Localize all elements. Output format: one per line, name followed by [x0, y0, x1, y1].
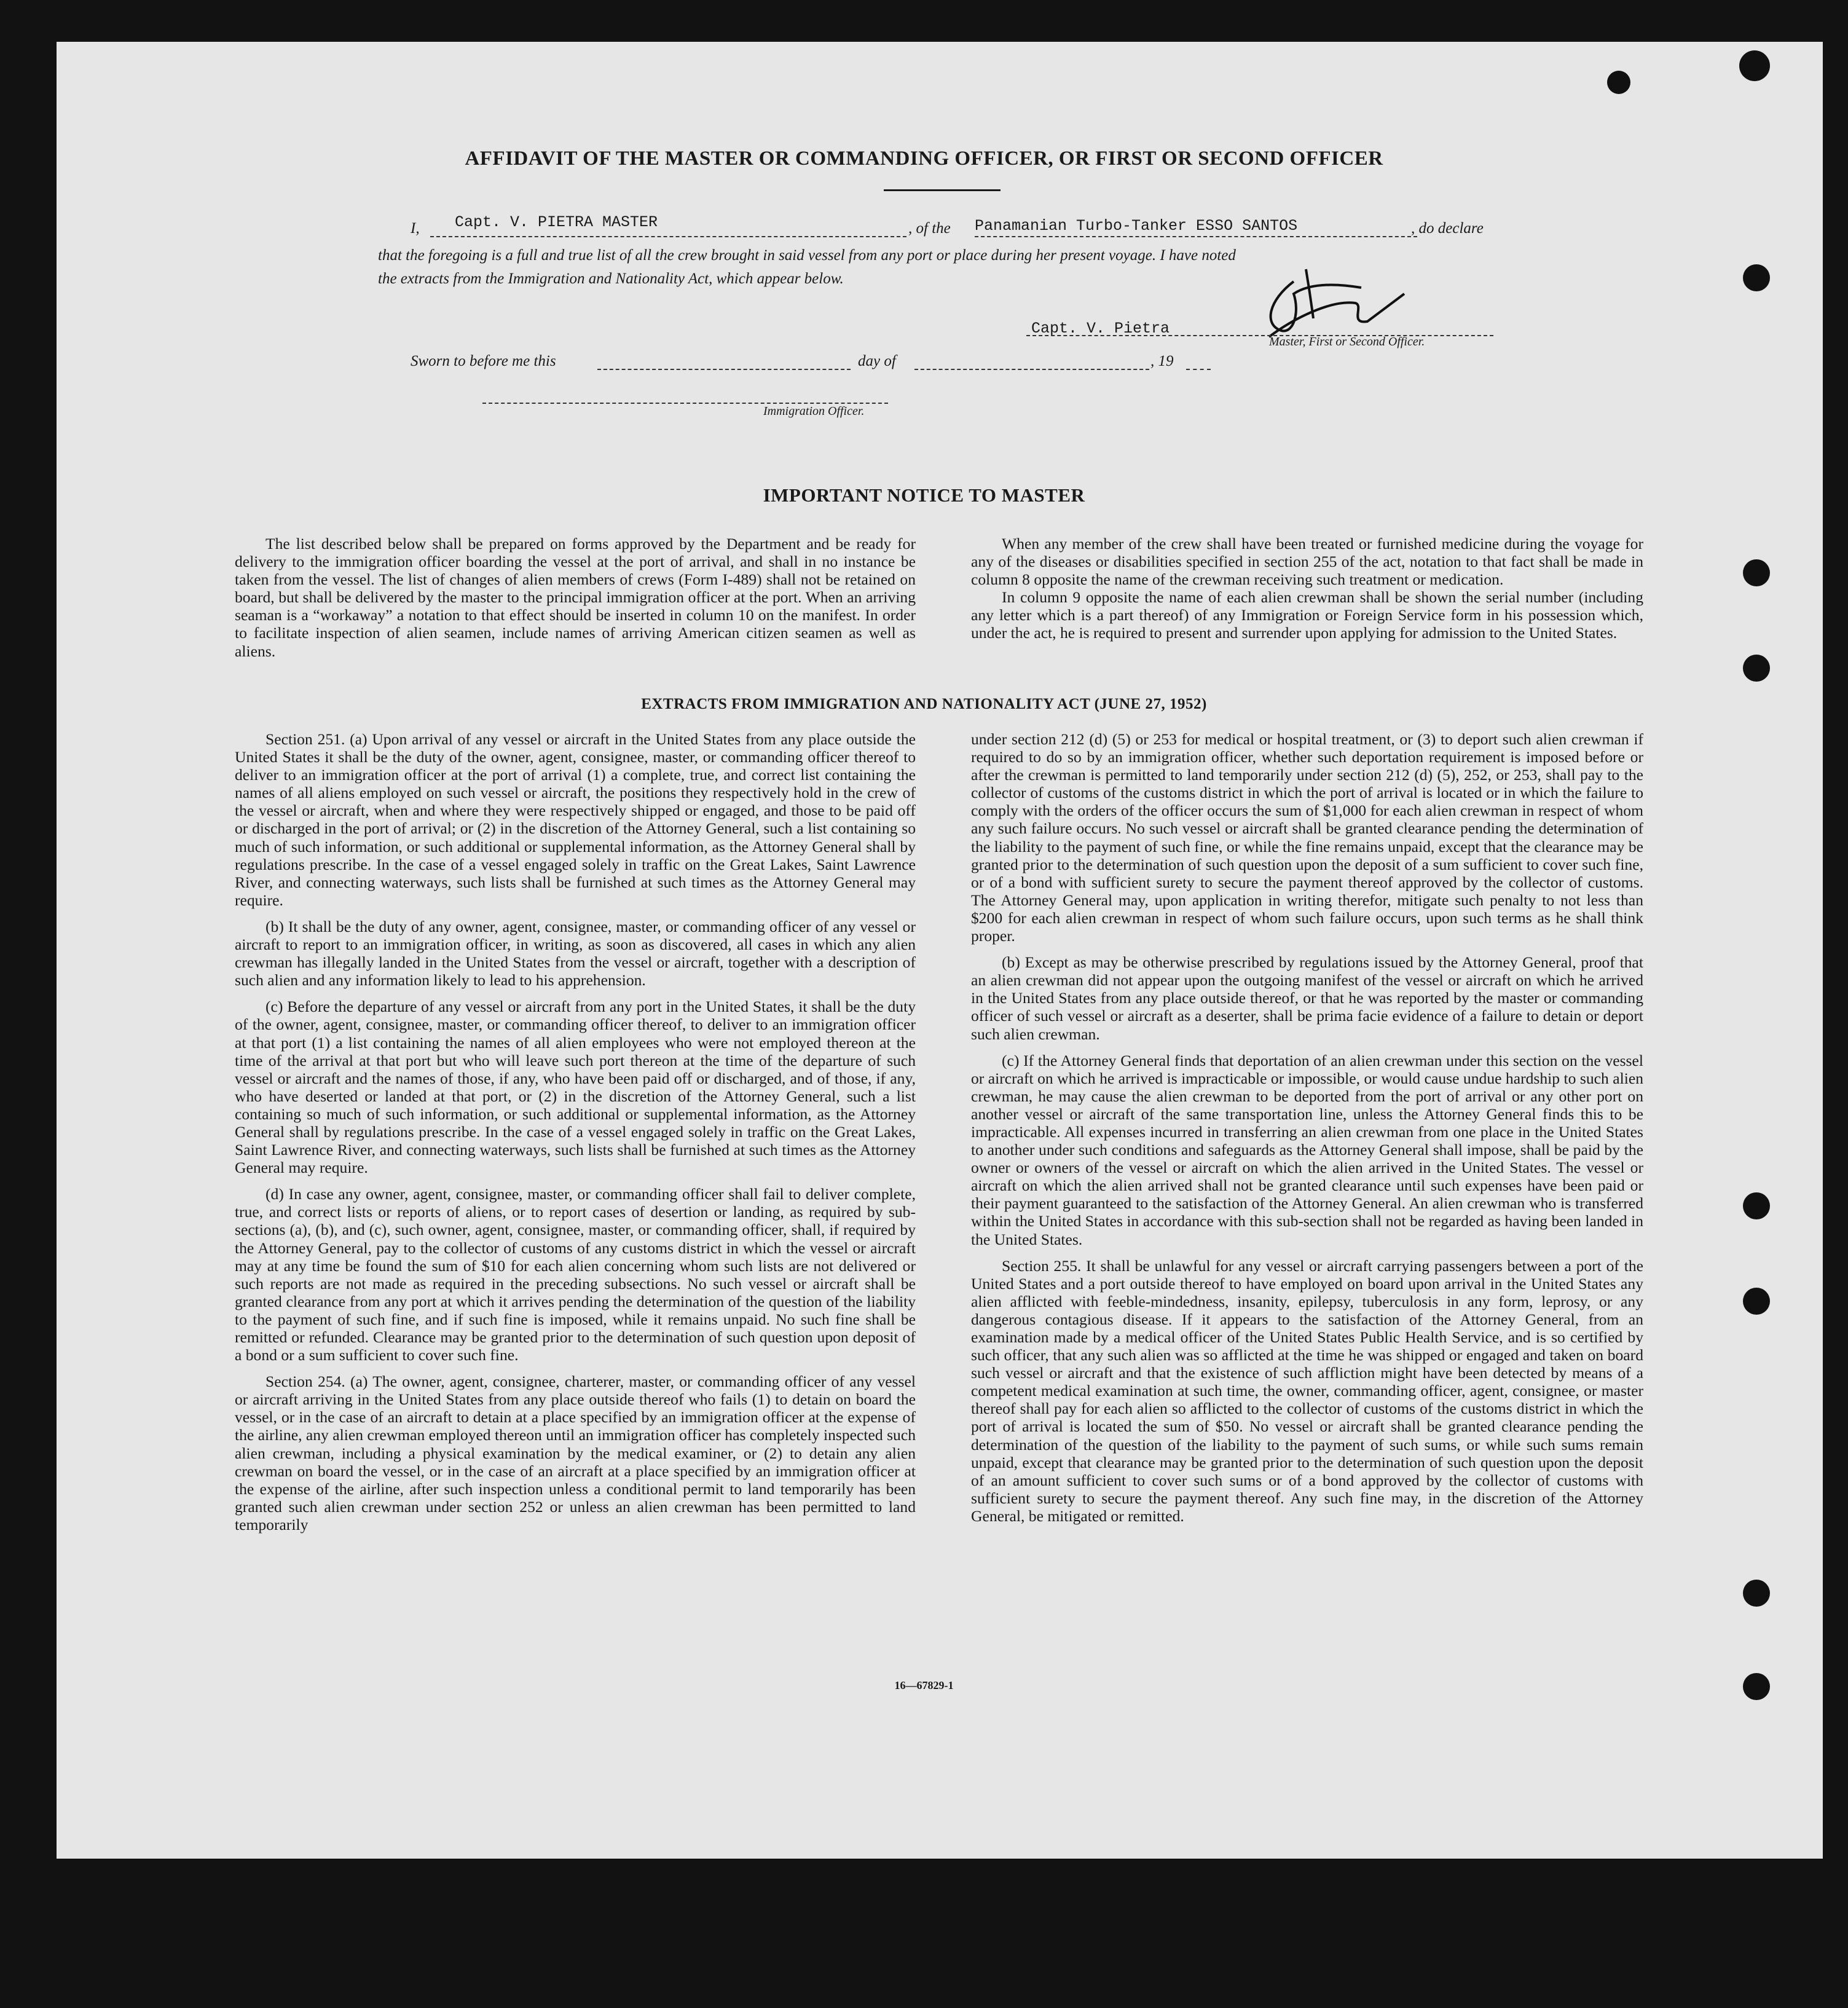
section-254-a-cont: under section 212 (d) (5) or 253 for medical or hospital treatment, or (3) to deport such alien crewman if required to do so by an immigration officer, whether such deportation requirement is imposed before or after the crewman is permitted to land temporarily under section 212 (d) (5), 252, or 253, shall pay to the collector of customs of the customs district in which the port of arrival is located or in which the failure to comply with the orders of the officer occurs the sum of $1,000 for each alien crewman in respect of whom any such failure occurs. No such vessel or aircraft shall be granted clearance pending the determination of the liability to the payment of such fine, or while the fine remains unpaid, except that the clearance may be granted prior to the determination of such question upon the deposit of a sum sufficient to cover such fine, or of a bond with sufficient surety to secure the payment thereof approved by the collector of customs. The Attorney General may, upon application in writing therefor, mitigate such penalty to not less than $200 for each alien crewman in respect of whom such failure occurs, upon such terms as he shall think proper.	[971, 730, 1643, 945]
vessel-name-line	[975, 236, 1417, 237]
do-declare-label: , do declare	[1411, 220, 1484, 237]
notice-title: IMPORTANT NOTICE TO MASTER	[763, 484, 1085, 506]
punch-hole	[1743, 559, 1770, 586]
extracts-right-column	[971, 730, 1643, 1525]
notice-right-column	[971, 535, 1643, 642]
section-251-a: Section 251. (a) Upon arrival of any vessel or aircraft in the United States from any place outside the United States it shall be the duty of the owner, agent, consignee, master, or commanding officer thereof to deliver to an immigration officer at the port of arrival (1) a complete, true, and correct list containing the names of all aliens employed on such vessel or aircraft, the positions they respectively hold in the crew of the vessel or aircraft, when and where they were respectively shipped or engaged, and those to be paid off or discharged in the port of arrival; or (2) in the discretion of the Attorney General, such a list containing so much of such information, or such additional or supplemental information, as the Attorney General shall by regulations prescribe. In the case of a vessel engaged solely in traffic on the Great Lakes, Saint Lawrence River, and connecting waterways, such lists shall be furnished at such times as the Attorney General may require.	[235, 730, 916, 909]
of-the-label: , of the	[908, 220, 951, 237]
punch-hole	[1743, 264, 1770, 291]
signature-image	[1257, 257, 1417, 343]
section-251-b: (b) It shall be the duty of any owner, agent, consignee, master, or commanding officer of any vessel or aircraft to report to an immigration officer, in writing, as soon as discovered, all cases in which any alien crewman has illegally landed in the United States from the vessel or aircraft, together with a description of such alien and any information likely to lead to his apprehension.	[235, 917, 916, 990]
master-name-field[interactable]: Capt. V. PIETRA MASTER	[455, 213, 658, 231]
section-255: Section 255. It shall be unlawful for any vessel or aircraft carrying passengers between a port of the United States and a port outside thereof to have employed on board upon arrival in the United States any alien afflicted with feeble-mindedness, insanity, epilepsy, tuberculosis in any form, leprosy, or any dangerous contagious disease. If it appears to the satisfaction of the Attorney General, from an examination made by a medical officer of the United States Public Health Service, and is so certified by such officer, that any such alien was so afflicted at the time he was shipped or engaged and taken on board such vessel or aircraft and that the existence of such affliction might have been detected by means of a competent medical examination at such time, the owner, commanding officer, agent, consignee, or master thereof shall pay for each alien so afflicted to the collector of customs of the customs district in which the port of arrival is located the sum of $50. No vessel or aircraft shall be granted clearance pending the determination of the question of the liability to the payment of such sums, or while such sums remain unpaid, except that clearance may be granted prior to the determination of such question upon the deposit of an amount sufficient to cover such sums or of a bond approved by the collector of customs with sufficient surety to secure the payment thereof. Any such fine may, in the discretion of the Attorney General, be mitigated or remitted.	[971, 1256, 1643, 1525]
ink-blot	[1607, 71, 1630, 94]
year-line	[1186, 369, 1211, 370]
punch-hole	[1739, 50, 1770, 81]
immigration-officer-line	[482, 403, 888, 404]
extracts-left-column	[235, 730, 916, 1534]
section-254-b: (b) Except as may be otherwise prescribed by regulations issued by the Attorney General, proof that an alien crewman did not appear upon the outgoing manifest of the vessel or aircraft on which he arrived in the United States from any place outside thereof, or that he was reported by the master or commanding officer of such vessel or aircraft as a deserter, shall be prima facie evidence of a failure to detain or deport such alien crewman.	[971, 953, 1643, 1043]
punch-hole	[1743, 1580, 1770, 1607]
extracts-title: EXTRACTS FROM IMMIGRATION AND NATIONALITY ACT (JUNE 27, 1952)	[641, 696, 1207, 712]
notice-right-text-1: When any member of the crew shall have been treated or furnished medicine during the voyage for any of the diseases or disabilities specified in section 255 of the act, notation to that fact shall be made in column 8 opposite the name of the crewman receiving such treatment or medication.	[971, 535, 1643, 589]
day-of-label: day of	[858, 353, 896, 369]
punch-hole	[1743, 1288, 1770, 1315]
affidavit-title: AFFIDAVIT OF THE MASTER OR COMMANDING OFFICER, OR FIRST OR SECOND OFFICER	[465, 148, 1383, 170]
year-prefix: , 19	[1150, 353, 1174, 369]
section-251-d: (d) In case any owner, agent, consignee, master, or commanding officer shall fail to deliver complete, true, and correct lists or reports of aliens, or to report cases of desertion or landing, as required by sub-sections (a), (b), and (c), such owner, agent, consignee, master, or commanding officer, shall, if required by the Attorney General, pay to the collector of customs of any customs district in which the vessel or aircraft may at any time be found the sum of $10 for each alien concerning whom such lists are not delivered or such reports are not made as required in the preceding subsections. No such vessel or aircraft shall be granted clearance from any port at which it arrives pending the determination of the question of the liability to the payment of such fine, and if such fine is imposed, while it remains unpaid. No such fine shall be remitted or refunded. Clearance may be granted prior to the determination of such question upon deposit of a bond or a sum sufficient to cover such fine.	[235, 1185, 916, 1364]
punch-hole	[1743, 1192, 1770, 1219]
punch-hole	[1743, 655, 1770, 682]
sworn-label: Sworn to before me this	[411, 353, 556, 369]
sworn-date-line	[597, 369, 851, 370]
declaration-line-2: that the foregoing is a full and true list of all the crew brought in said vessel from any port or place during her present voyage. I have noted	[378, 247, 1236, 264]
section-254-a: Section 254. (a) The owner, agent, consignee, charterer, master, or commanding officer of any vessel or aircraft arriving in the United States from any place outside thereof who fails (1) to detain on board the vessel, or in the case of an aircraft to detain at a place specified by an immigration officer at the expense of the airline, any alien crewman employed thereon until an immigration officer has completely inspected such alien crewman, including a physical examination by the medical examiner, or (2) to detain any alien crewman on board the vessel, or in the case of an aircraft at a place specified by an immigration officer at the expense of the airline, after such inspection unless a conditional permit to land temporarily has been granted such alien crewman under section 252 or unless an alien crewman has been permitted to land temporarily	[235, 1372, 916, 1534]
immigration-officer-label: Immigration Officer.	[763, 404, 865, 418]
i-prefix: I,	[411, 220, 420, 237]
signer-label: Master, First or Second Officer.	[1269, 335, 1425, 348]
section-251-c: (c) Before the departure of any vessel or aircraft from any port in the United States, it shall be the duty of the owner, agent, consignee, master, or commanding officer thereof, to deliver to an immigration officer at that port (1) a list containing the names of all alien employees who were not employed thereon at the time of the arrival at that port but who will leave such port thereon at the time of the departure of such vessel or aircraft and the names of those, if any, who have been paid off or discharged, and of those, if any, who have deserted or landed at that port, or (2) in the discretion of the Attorney General, such a list containing so much of such information, or such additional or supplemental information, as the Attorney General shall by regulations prescribe. In the case of a vessel engaged solely in traffic on the Great Lakes, Saint Lawrence River, and connecting waterways, such lists shall be furnished at such times as the Attorney General may require.	[235, 998, 916, 1177]
month-line	[914, 369, 1149, 370]
section-254-c: (c) If the Attorney General finds that deportation of an alien crewman under this section on the vessel or aircraft on which he arrived is impracticable or impossible, or would cause undue hardship to such alien crewman, he may cause the alien crewman to be deported from the port of arrival or any other port on another vessel or aircraft of the same transportation line, unless the Attorney General finds this to be impracticable. All expenses incurred in transferring an alien crewman from one place in the United States to another under such conditions and safeguards as the Attorney General shall impose, shall be paid by the owner or owners of the vessel or aircraft on which the alien arrived in the United States. The vessel or aircraft on which the alien arrived shall not be granted clearance until such expenses have been paid or their payment guaranteed to the satisfaction of the Attorney General. An alien crewman who is transferred within the United States in accordance with this sub-section shall not be regarded as having been landed in the United States.	[971, 1051, 1643, 1248]
declaration-line-3: the extracts from the Immigration and Nationality Act, which appear below.	[378, 270, 844, 287]
master-name-line	[430, 236, 906, 237]
notice-left-text: The list described below shall be prepared on forms approved by the Department and be ready for delivery to the immigration officer boarding the vessel at the port of arrival, and shall in no instance be taken from the vessel. The list of changes of alien members of crews (Form I-489) shall not be retained on board, but shall be delivered by the master to the principal immigration officer at the port. When an arriving seaman is a “workaway” a notation to that effect should be inserted in column 10 on the manifest. In order to facilitate inspection of alien seamen, include names of arriving American citizen seamen as well as aliens.	[235, 535, 916, 660]
notice-right-text-2: In column 9 opposite the name of each alien crewman shall be shown the serial number (including any letter which is a part thereof) of any Immigration or Foreign Service form in his possession which, under the act, he is required to present and surrender upon applying for admission to the United States.	[971, 588, 1643, 642]
notice-left-column	[235, 535, 916, 660]
title-rule	[884, 189, 1001, 191]
signer-typed-name: Capt. V. Pietra	[1031, 320, 1170, 337]
form-number: 16—67829-1	[894, 1679, 954, 1691]
vessel-name-field[interactable]: Panamanian Turbo-Tanker ESSO SANTOS	[975, 217, 1298, 235]
